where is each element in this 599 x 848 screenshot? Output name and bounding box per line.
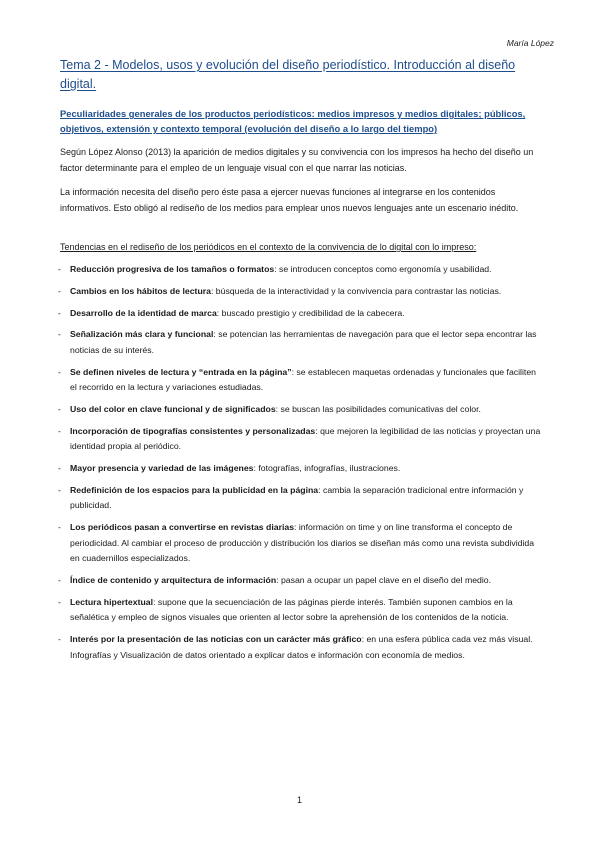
item-heading: Mayor presencia y variedad de las imágenes xyxy=(70,463,254,474)
item-text: : pasan a ocupar un papel clave en el diseño del medio. xyxy=(276,574,492,585)
list-item xyxy=(60,424,545,455)
list-item xyxy=(60,306,545,322)
item-text: : se potencian las herramientas de navegación para que el lector sepa encontrar las noticias de su interés. xyxy=(70,329,537,355)
trends-lead: Tendencias en el rediseño de los periódicos en el contexto de la convivencia de lo digital con lo impreso: xyxy=(60,242,477,252)
item-text: : información on time y on line transforma el concepto de periodicidad. Al cambiar el proceso de producción y distribución los diarios se diseñan más como una revista subdividida en cuadernillos especializados. xyxy=(70,522,535,564)
item-heading: Se definen niveles de lectura y “entrada en la página” xyxy=(70,366,292,377)
list-item xyxy=(60,632,545,663)
dash-bullet: - xyxy=(58,366,61,377)
dash-bullet: - xyxy=(58,596,61,607)
author-name: María López xyxy=(506,38,554,48)
list-item xyxy=(60,327,545,358)
dash-bullet: - xyxy=(58,574,61,585)
trends-list xyxy=(60,262,545,669)
item-heading: Índice de contenido y arquitectura de información xyxy=(70,574,277,585)
list-item xyxy=(60,402,545,418)
item-heading: Los periódicos pasan a convertirse en revistas diarias xyxy=(70,522,295,533)
dash-bullet: - xyxy=(58,634,61,645)
dash-bullet: - xyxy=(58,484,61,495)
item-text: : buscado prestigio y credibilidad de la cabecera. xyxy=(216,307,405,318)
item-text: : se buscan las posibilidades comunicativas del color. xyxy=(275,403,481,414)
dash-bullet: - xyxy=(58,522,61,533)
paragraph: Según López Alonso (2013) la aparición de medios digitales y su convivencia con los impresos ha hecho del diseño un factor determinante para el empleo de un lenguaje visual con el que narrar las noticias. xyxy=(60,147,534,173)
list-item xyxy=(60,483,545,514)
list-item xyxy=(60,573,545,589)
item-heading: Lectura hipertextual xyxy=(70,596,154,607)
item-heading: Interés por la presentación de las noticias con un carácter más gráfico xyxy=(70,634,362,645)
list-item xyxy=(60,284,545,300)
dash-bullet: - xyxy=(58,329,61,340)
list-item xyxy=(60,262,545,278)
item-text: : que mejoren la legibilidad de las noticias y proyectan una identidad propia al periódico. xyxy=(70,425,541,452)
item-text: : se establecen maquetas ordenadas y funcionales que faciliten el recorrido en la lectura y variaciones estudiadas. xyxy=(70,366,536,393)
item-heading: Uso del color en clave funcional y de significados xyxy=(70,403,276,414)
section-subtitle: Peculiaridades generales de los productos periodísticos: medios impresos y medios digitales; públicos, objetivos, extensión y contexto temporal (evolución del diseño a lo largo del tiempo) xyxy=(60,108,526,134)
item-text: : cambia la separación tradicional entre información y publicidad. xyxy=(70,484,524,511)
list-item xyxy=(60,461,545,477)
item-heading: Reducción progresiva de los tamaños o formatos xyxy=(70,264,275,274)
list-item xyxy=(60,520,545,567)
item-text: : se introducen conceptos como ergonomía y usabilidad. xyxy=(274,264,492,274)
item-heading: Redefinición de los espacios para la publicidad en la página xyxy=(70,484,319,495)
paragraph: La información necesita del diseño pero éste pasa a ejercer nuevas funciones al integrarse en los contenidos informativos. Esto obligó al rediseño de los medios para emplear unos nuevos lenguajes ante un escenario inédito. xyxy=(60,187,519,213)
list-item xyxy=(60,365,545,396)
page-number: 1 xyxy=(296,795,302,805)
item-text: : fotografías, infografías, ilustraciones. xyxy=(253,463,401,474)
item-heading: Desarrollo de la identidad de marca xyxy=(70,307,217,318)
item-heading: Señalización más clara y funcional xyxy=(70,329,214,340)
item-text: : en una esfera pública cada vez más visual. Infografías y Visualización de datos orientado a explicar datos e información con economía de medios. xyxy=(70,634,533,660)
dash-bullet: - xyxy=(58,285,61,296)
dash-bullet: - xyxy=(58,425,61,436)
dash-bullet: - xyxy=(58,463,61,474)
dash-bullet: - xyxy=(58,307,61,318)
page-title: Tema 2 - Modelos, usos y evolución del diseño periodístico. Introducción al diseño digital. xyxy=(60,58,516,91)
item-heading: Cambios en los hábitos de lectura xyxy=(70,285,211,296)
item-heading: Incorporación de tipografías consistentes y personalizadas xyxy=(70,425,316,436)
item-text: : supone que la secuenciación de las páginas pierde interés. También suponen cambios en la señalética y empleo de signos visuales que orienten al lector sobre la aprehensión de los contenidos de la noticia. xyxy=(70,596,513,623)
dash-bullet: - xyxy=(58,264,61,274)
dash-bullet: - xyxy=(58,403,61,414)
list-item xyxy=(60,595,545,626)
item-text: : búsqueda de la interactividad y la convivencia para contrastar las noticias. xyxy=(210,285,502,296)
